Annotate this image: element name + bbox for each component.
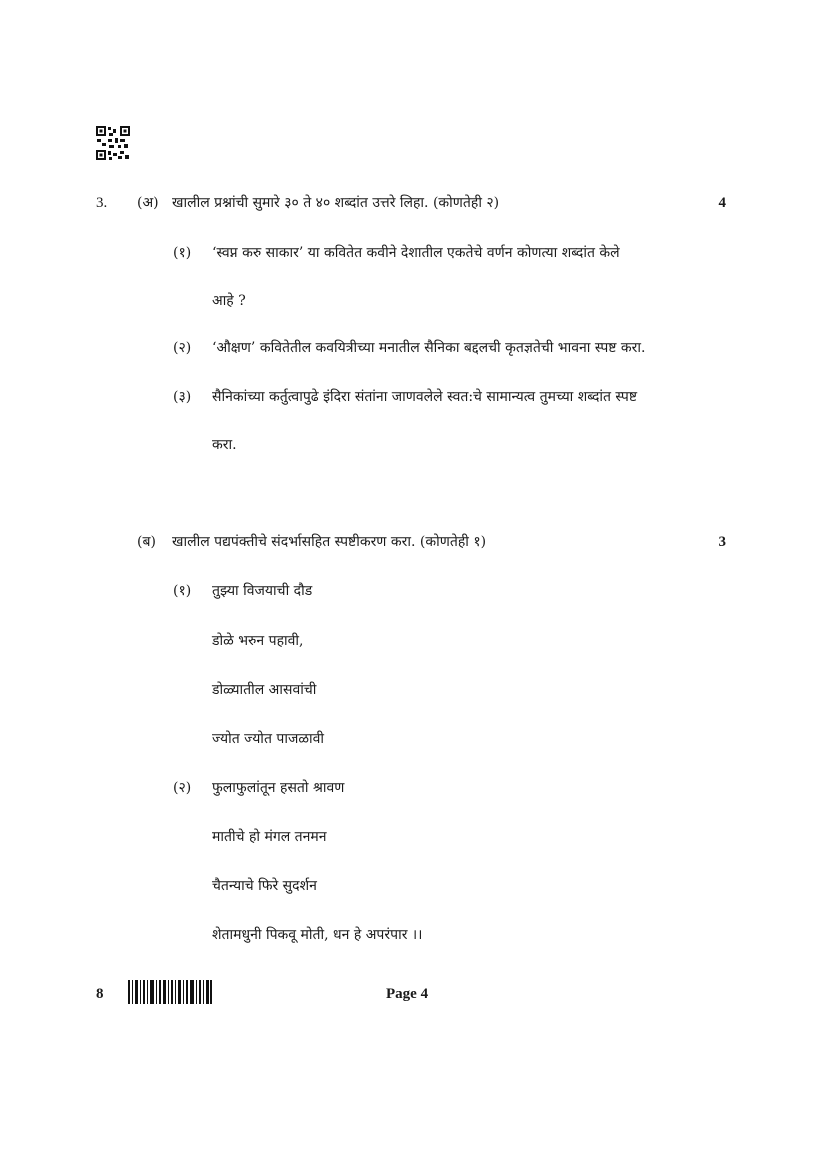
footer-code: 8 [96,986,104,1002]
poem-2-line-1: फुलाफुलांतून हसतो श्रावण [212,780,345,796]
part-a-marks: 4 [718,195,726,211]
poem-2-line-3: चैतन्याचे फिरे सुदर्शन [212,878,317,894]
poem-1-line-4: ज्योत ज्योत पाजळावी [212,731,325,747]
part-a-item-3-line-2: करा. [212,437,237,453]
part-a-item-1-number: (१) [173,245,192,261]
poem-1-line-1: तुझ्या विजयाची दौड [212,583,313,599]
page-number: Page 4 [386,986,429,1002]
poem-2-line-4: शेतामधुनी पिकवू मोती, धन हे अपरंपार ।। [212,927,423,943]
question-number: 3. [96,195,108,211]
part-a-item-3-line-1: सैनिकांच्या कर्तुत्वापुढे इंदिरा संतांना जाणवलेले स्वत:चे सामान्यत्व तुमच्या शब्दांत स्पष्ट [212,389,638,405]
barcode [128,980,212,1004]
poem-1-line-3: डोळ्यातील आसवांची [212,682,317,698]
qr-code [96,126,130,160]
poem-1-line-2: डोळे भरुन पहावी, [212,633,304,649]
part-a-item-3-number: (३) [173,389,192,405]
part-a-instruction: खालील प्रश्नांची सुमारे ३० ते ४० शब्दांत उत्तरे लिहा. (कोणतेही २) [172,195,500,211]
part-b-item-1-number: (१) [173,583,192,599]
part-b-marks: 3 [718,534,726,550]
part-a-label: (अ) [137,195,159,211]
part-a-item-1-line-2: आहे ? [212,293,246,309]
part-b-label: (ब) [137,534,156,550]
part-a-item-2-line-1: ‘औक्षण’ कवितेतील कवयित्रीच्या मनातील सैनिका बद्दलची कृतज्ञतेची भावना स्पष्ट करा. [212,340,646,356]
poem-2-line-2: मातीचे हो मंगल तनमन [212,829,327,845]
part-b-instruction: खालील पद्यपंक्तीचे संदर्भासहित स्पष्टीकरण करा. (कोणतेही १) [172,534,487,550]
part-a-item-2-number: (२) [173,340,192,356]
part-b-item-2-number: (२) [173,780,192,796]
part-a-item-1-line-1: ‘स्वप्न करु साकार’ या कवितेत कवीने देशातील एकतेचे वर्णन कोणत्या शब्दांत केले [212,245,620,261]
